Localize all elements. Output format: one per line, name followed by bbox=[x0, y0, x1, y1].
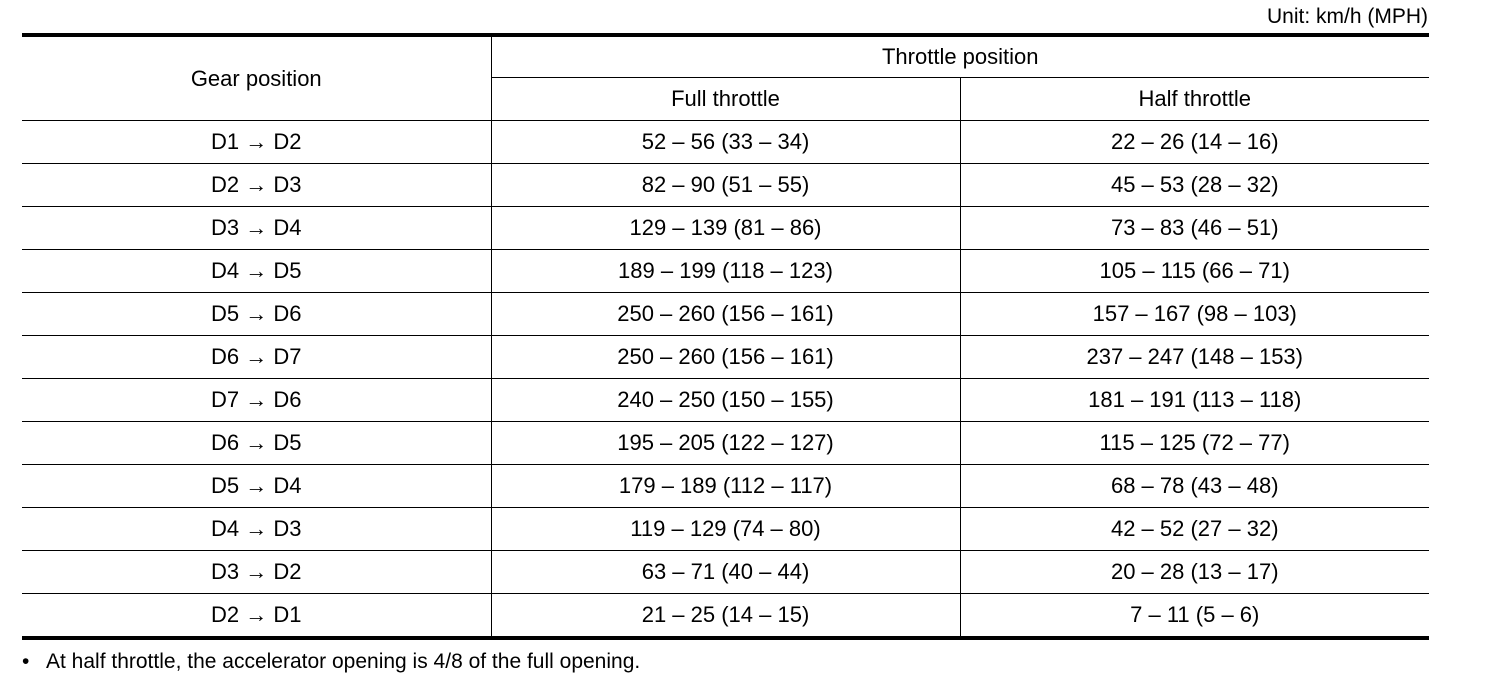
half-throttle-cell: 115 – 125 (72 – 77) bbox=[960, 422, 1429, 465]
table-row bbox=[22, 379, 1429, 422]
table-row bbox=[22, 465, 1429, 508]
table-row bbox=[22, 121, 1429, 164]
half-throttle-cell: 237 – 247 (148 – 153) bbox=[960, 336, 1429, 379]
throttle-position-header: Throttle position bbox=[491, 35, 1429, 78]
gear-cell: D5 → D6 bbox=[22, 293, 491, 336]
full-throttle-cell: 250 – 260 (156 – 161) bbox=[491, 293, 960, 336]
full-throttle-cell: 119 – 129 (74 – 80) bbox=[491, 508, 960, 551]
table-row bbox=[22, 207, 1429, 250]
half-throttle-cell: 105 – 115 (66 – 71) bbox=[960, 250, 1429, 293]
table-row bbox=[22, 551, 1429, 594]
table-row bbox=[22, 508, 1429, 551]
gear-position-header: Gear position bbox=[22, 35, 491, 121]
gear-cell: D4 → D3 bbox=[22, 508, 491, 551]
gear-cell: D4 → D5 bbox=[22, 250, 491, 293]
footnote bbox=[22, 650, 640, 674]
full-throttle-cell: 52 – 56 (33 – 34) bbox=[491, 121, 960, 164]
half-throttle-cell: 73 – 83 (46 – 51) bbox=[960, 207, 1429, 250]
table-row bbox=[22, 293, 1429, 336]
table-header bbox=[22, 35, 1429, 121]
bullet-icon: • bbox=[22, 650, 30, 673]
full-throttle-cell: 250 – 260 (156 – 161) bbox=[491, 336, 960, 379]
table-row bbox=[22, 422, 1429, 465]
footnote-text: At half throttle, the accelerator opening is 4/8 of the full opening. bbox=[46, 650, 641, 673]
table-body bbox=[22, 121, 1429, 639]
full-throttle-cell: 82 – 90 (51 – 55) bbox=[491, 164, 960, 207]
full-throttle-cell: 195 – 205 (122 – 127) bbox=[491, 422, 960, 465]
half-throttle-cell: 42 – 52 (27 – 32) bbox=[960, 508, 1429, 551]
half-throttle-cell: 68 – 78 (43 – 48) bbox=[960, 465, 1429, 508]
full-throttle-cell: 129 – 139 (81 – 86) bbox=[491, 207, 960, 250]
full-throttle-header: Full throttle bbox=[491, 78, 960, 121]
table-row bbox=[22, 594, 1429, 639]
table-row bbox=[22, 336, 1429, 379]
gear-cell: D1 → D2 bbox=[22, 121, 491, 164]
half-throttle-cell: 22 – 26 (14 – 16) bbox=[960, 121, 1429, 164]
gear-cell: D3 → D2 bbox=[22, 551, 491, 594]
gear-cell: D6 → D5 bbox=[22, 422, 491, 465]
full-throttle-cell: 21 – 25 (14 – 15) bbox=[491, 594, 960, 639]
half-throttle-header: Half throttle bbox=[960, 78, 1429, 121]
half-throttle-cell: 45 – 53 (28 – 32) bbox=[960, 164, 1429, 207]
full-throttle-cell: 240 – 250 (150 – 155) bbox=[491, 379, 960, 422]
table-row bbox=[22, 164, 1429, 207]
gear-cell: D3 → D4 bbox=[22, 207, 491, 250]
full-throttle-cell: 189 – 199 (118 – 123) bbox=[491, 250, 960, 293]
gear-cell: D5 → D4 bbox=[22, 465, 491, 508]
half-throttle-cell: 7 – 11 (5 – 6) bbox=[960, 594, 1429, 639]
header-row bbox=[22, 35, 1429, 78]
gear-cell: D7 → D6 bbox=[22, 379, 491, 422]
half-throttle-cell: 181 – 191 (113 – 118) bbox=[960, 379, 1429, 422]
shift-schedule-table bbox=[22, 33, 1429, 640]
full-throttle-cell: 63 – 71 (40 – 44) bbox=[491, 551, 960, 594]
table-row bbox=[22, 250, 1429, 293]
half-throttle-cell: 157 – 167 (98 – 103) bbox=[960, 293, 1429, 336]
full-throttle-cell: 179 – 189 (112 – 117) bbox=[491, 465, 960, 508]
gear-cell: D2 → D3 bbox=[22, 164, 491, 207]
half-throttle-cell: 20 – 28 (13 – 17) bbox=[960, 551, 1429, 594]
gear-cell: D2 → D1 bbox=[22, 594, 491, 639]
unit-label: Unit: km/h (MPH) bbox=[1266, 5, 1428, 28]
gear-cell: D6 → D7 bbox=[22, 336, 491, 379]
